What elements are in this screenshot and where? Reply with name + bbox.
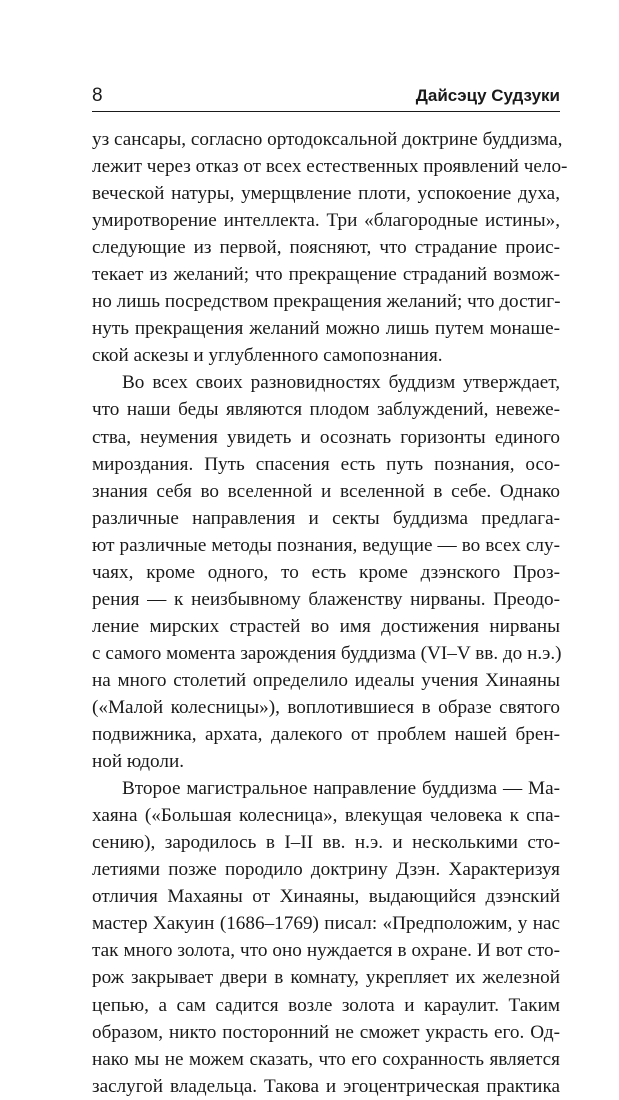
text-line: лежит через отказ от всех естественных проявлений чело- <box>92 156 568 178</box>
text-line: чаях, кроме одного, то есть кроме дзэнского Проз- <box>92 561 560 583</box>
text-line: уз сансары, согласно ортодоксальной доктрине буддизма, <box>92 129 563 150</box>
text-line: Второе магистральное направление буддизма — Ма- <box>122 778 560 800</box>
text-line: мироздания. Путь спасения есть путь познания, осо- <box>92 453 560 475</box>
text-line: отличия Махаяны от Хинаяны, выдающийся дзэнский <box>92 886 560 908</box>
text-line: подвижника, архата, далекого от проблем нашей брен- <box>92 724 560 746</box>
text-line: Во всех своих разновидностях буддизм утверждает, <box>122 372 560 394</box>
text-line: текает из желаний; что прекращение страданий возмож- <box>92 264 560 286</box>
page-header <box>92 84 560 110</box>
text-line: умиротворение интеллекта. Три «благородные истины», <box>92 210 560 232</box>
header-rule <box>92 111 560 112</box>
text-line: знания себя во вселенной и вселенной в себе. Однако <box>92 480 560 502</box>
text-line: мастер Хакуин (1686–1769) писал: «Предположим, у нас <box>92 913 560 935</box>
text-line: нако мы не можем сказать, что его сохранность является <box>92 1048 560 1070</box>
text-line: следующие из первой, поясняют, что страдание проис- <box>92 237 560 259</box>
text-line: («Малой колесницы»), воплотившиеся в образе святого <box>92 696 560 718</box>
text-line: образом, никто посторонний не сможет украсть его. Од- <box>92 1021 560 1043</box>
text-line: заслугой владельца. Такова и эгоцентрическая практика <box>92 1075 560 1097</box>
text-line: хаяна («Большая колесница», влекущая человека к спа- <box>92 805 560 827</box>
text-line: но лишь посредством прекращения желаний; что достиг- <box>92 291 561 313</box>
text-line: рения — к неизбывному блаженству нирваны. Преодо- <box>92 588 560 610</box>
text-line: ства, неумения увидеть и осознать горизонты единого <box>92 426 560 448</box>
text-line: на много столетий определило идеалы учения Хинаяны <box>92 669 560 691</box>
text-line: что наши беды являются плодом заблуждений, невеже- <box>92 399 560 421</box>
text-line: рож закрывает двери в комнату, укрепляет их железной <box>92 967 560 989</box>
text-line: ной юдоли. <box>92 751 185 773</box>
text-line: сению), зародилось в I–II вв. н.э. и несколькими сто- <box>92 832 560 854</box>
text-line: нуть прекращения желаний можно лишь путем монаше- <box>92 318 560 340</box>
text-line: веческой натуры, умерщвление плоти, успокоение духа, <box>92 183 560 205</box>
page-number: 8 <box>92 85 103 106</box>
running-title: Дайсэцу Судзуки <box>415 86 560 105</box>
text-line: так много золота, что оно нуждается в охране. И вот сто- <box>92 940 560 962</box>
text-line: летиями позже породило доктрину Дзэн. Характеризуя <box>92 859 560 881</box>
text-line: цепью, а сам садится возле золота и караулит. Таким <box>92 994 560 1016</box>
text-line: с самого момента зарождения буддизма (VI–V вв. до н.э.) <box>92 642 562 664</box>
text-line: ление мирских страстей во имя достижения нирваны <box>92 615 560 637</box>
text-line: ют различные методы познания, ведущие — во всех слу- <box>92 534 560 556</box>
body-text <box>92 126 568 1100</box>
text-line: ской аскезы и углубленного самопознания. <box>92 345 443 367</box>
text-line: различные направления и секты буддизма предлага- <box>92 507 560 529</box>
